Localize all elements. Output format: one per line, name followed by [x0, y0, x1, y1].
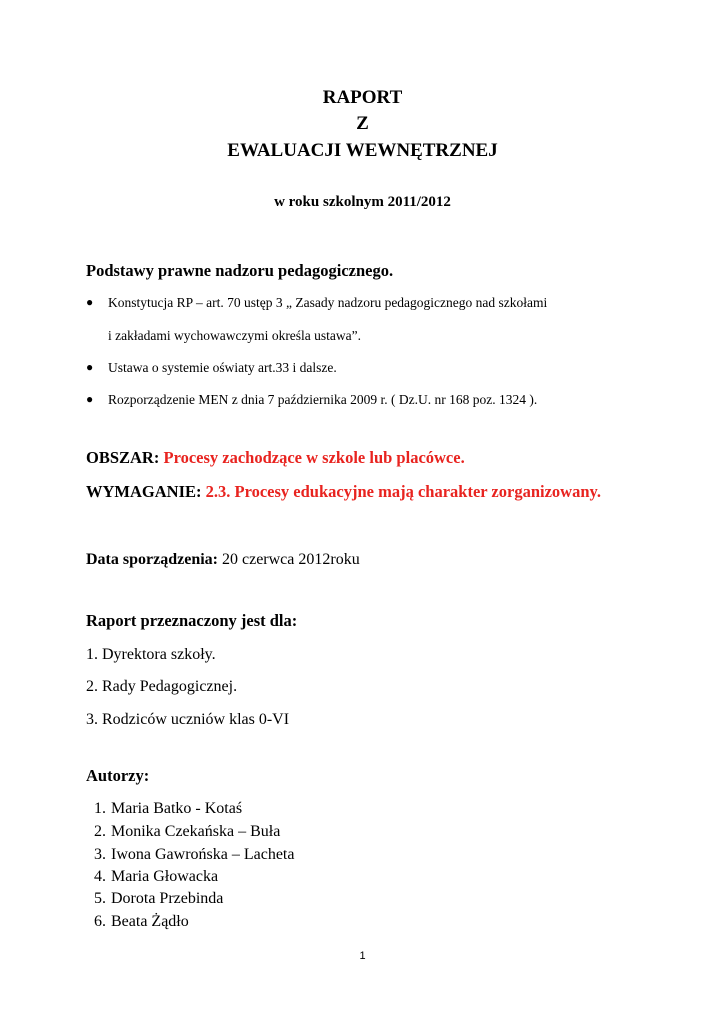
author-number: 5.: [94, 890, 106, 907]
requirement-line: [86, 482, 601, 502]
author-number: 1.: [94, 800, 106, 817]
recipient-item: 3. Rodziców uczniów klas 0-VI: [86, 711, 290, 728]
recipient-item: 1. Dyrektora szkoły.: [86, 646, 216, 663]
title-line-ewaluacji: EWALUACJI WEWNĘTRZNEJ: [227, 140, 498, 161]
author-number: 3.: [94, 846, 106, 863]
legal-basis-item-continuation: i zakładami wychowawczymi określa ustawa”.: [108, 328, 362, 343]
area-value: Procesy zachodzące w szkole lub placówce.: [163, 448, 465, 467]
author-number: 4.: [94, 868, 106, 885]
legal-basis-item-text: Ustawa o systemie oświaty art.33 i dalsze.: [108, 360, 337, 375]
author-name: Maria Głowacka: [111, 868, 219, 885]
author-name: Dorota Przebinda: [111, 890, 224, 907]
author-name: Maria Batko - Kotaś: [111, 800, 243, 817]
author-number: 2.: [94, 823, 106, 840]
recipient-item: 2. Rady Pedagogicznej.: [86, 678, 238, 695]
author-name: Monika Czekańska – Buła: [111, 823, 281, 840]
author-number: 6.: [94, 913, 106, 930]
school-year: w roku szkolnym 2011/2012: [274, 194, 451, 210]
bullet-icon: ●: [86, 295, 94, 309]
page-number: 1: [359, 950, 366, 962]
legal-basis-item-text: Konstytucja RP – art. 70 ustęp 3 „ Zasady nadzoru pedagogicznego nad szkołami: [108, 295, 548, 310]
requirement-label: WYMAGANIE:: [86, 482, 202, 501]
date-line: [86, 551, 360, 569]
legal-basis-item-text: Rozporządzenie MEN z dnia 7 października 2009 r. ( Dz.U. nr 168 poz. 1324 ).: [108, 392, 538, 407]
author-name: Iwona Gawrońska – Lacheta: [111, 846, 295, 863]
title-line-raport: RAPORT: [322, 87, 403, 108]
area-label: OBSZAR:: [86, 448, 160, 467]
recipients-heading: Raport przeznaczony jest dla:: [86, 611, 298, 630]
title-line-z: Z: [356, 113, 369, 134]
area-line: [86, 448, 465, 468]
date-value: 20 czerwca 2012roku: [221, 551, 360, 568]
bullet-icon: ●: [86, 392, 94, 406]
requirement-value: 2.3. Procesy edukacyjne mają charakter zorganizowany.: [205, 482, 601, 501]
bullet-icon: ●: [86, 360, 94, 374]
author-name: Beata Żądło: [111, 913, 189, 930]
date-label: Data sporządzenia:: [86, 551, 218, 568]
legal-basis-heading: Podstawy prawne nadzoru pedagogicznego.: [86, 261, 394, 280]
authors-heading: Autorzy:: [86, 766, 150, 785]
